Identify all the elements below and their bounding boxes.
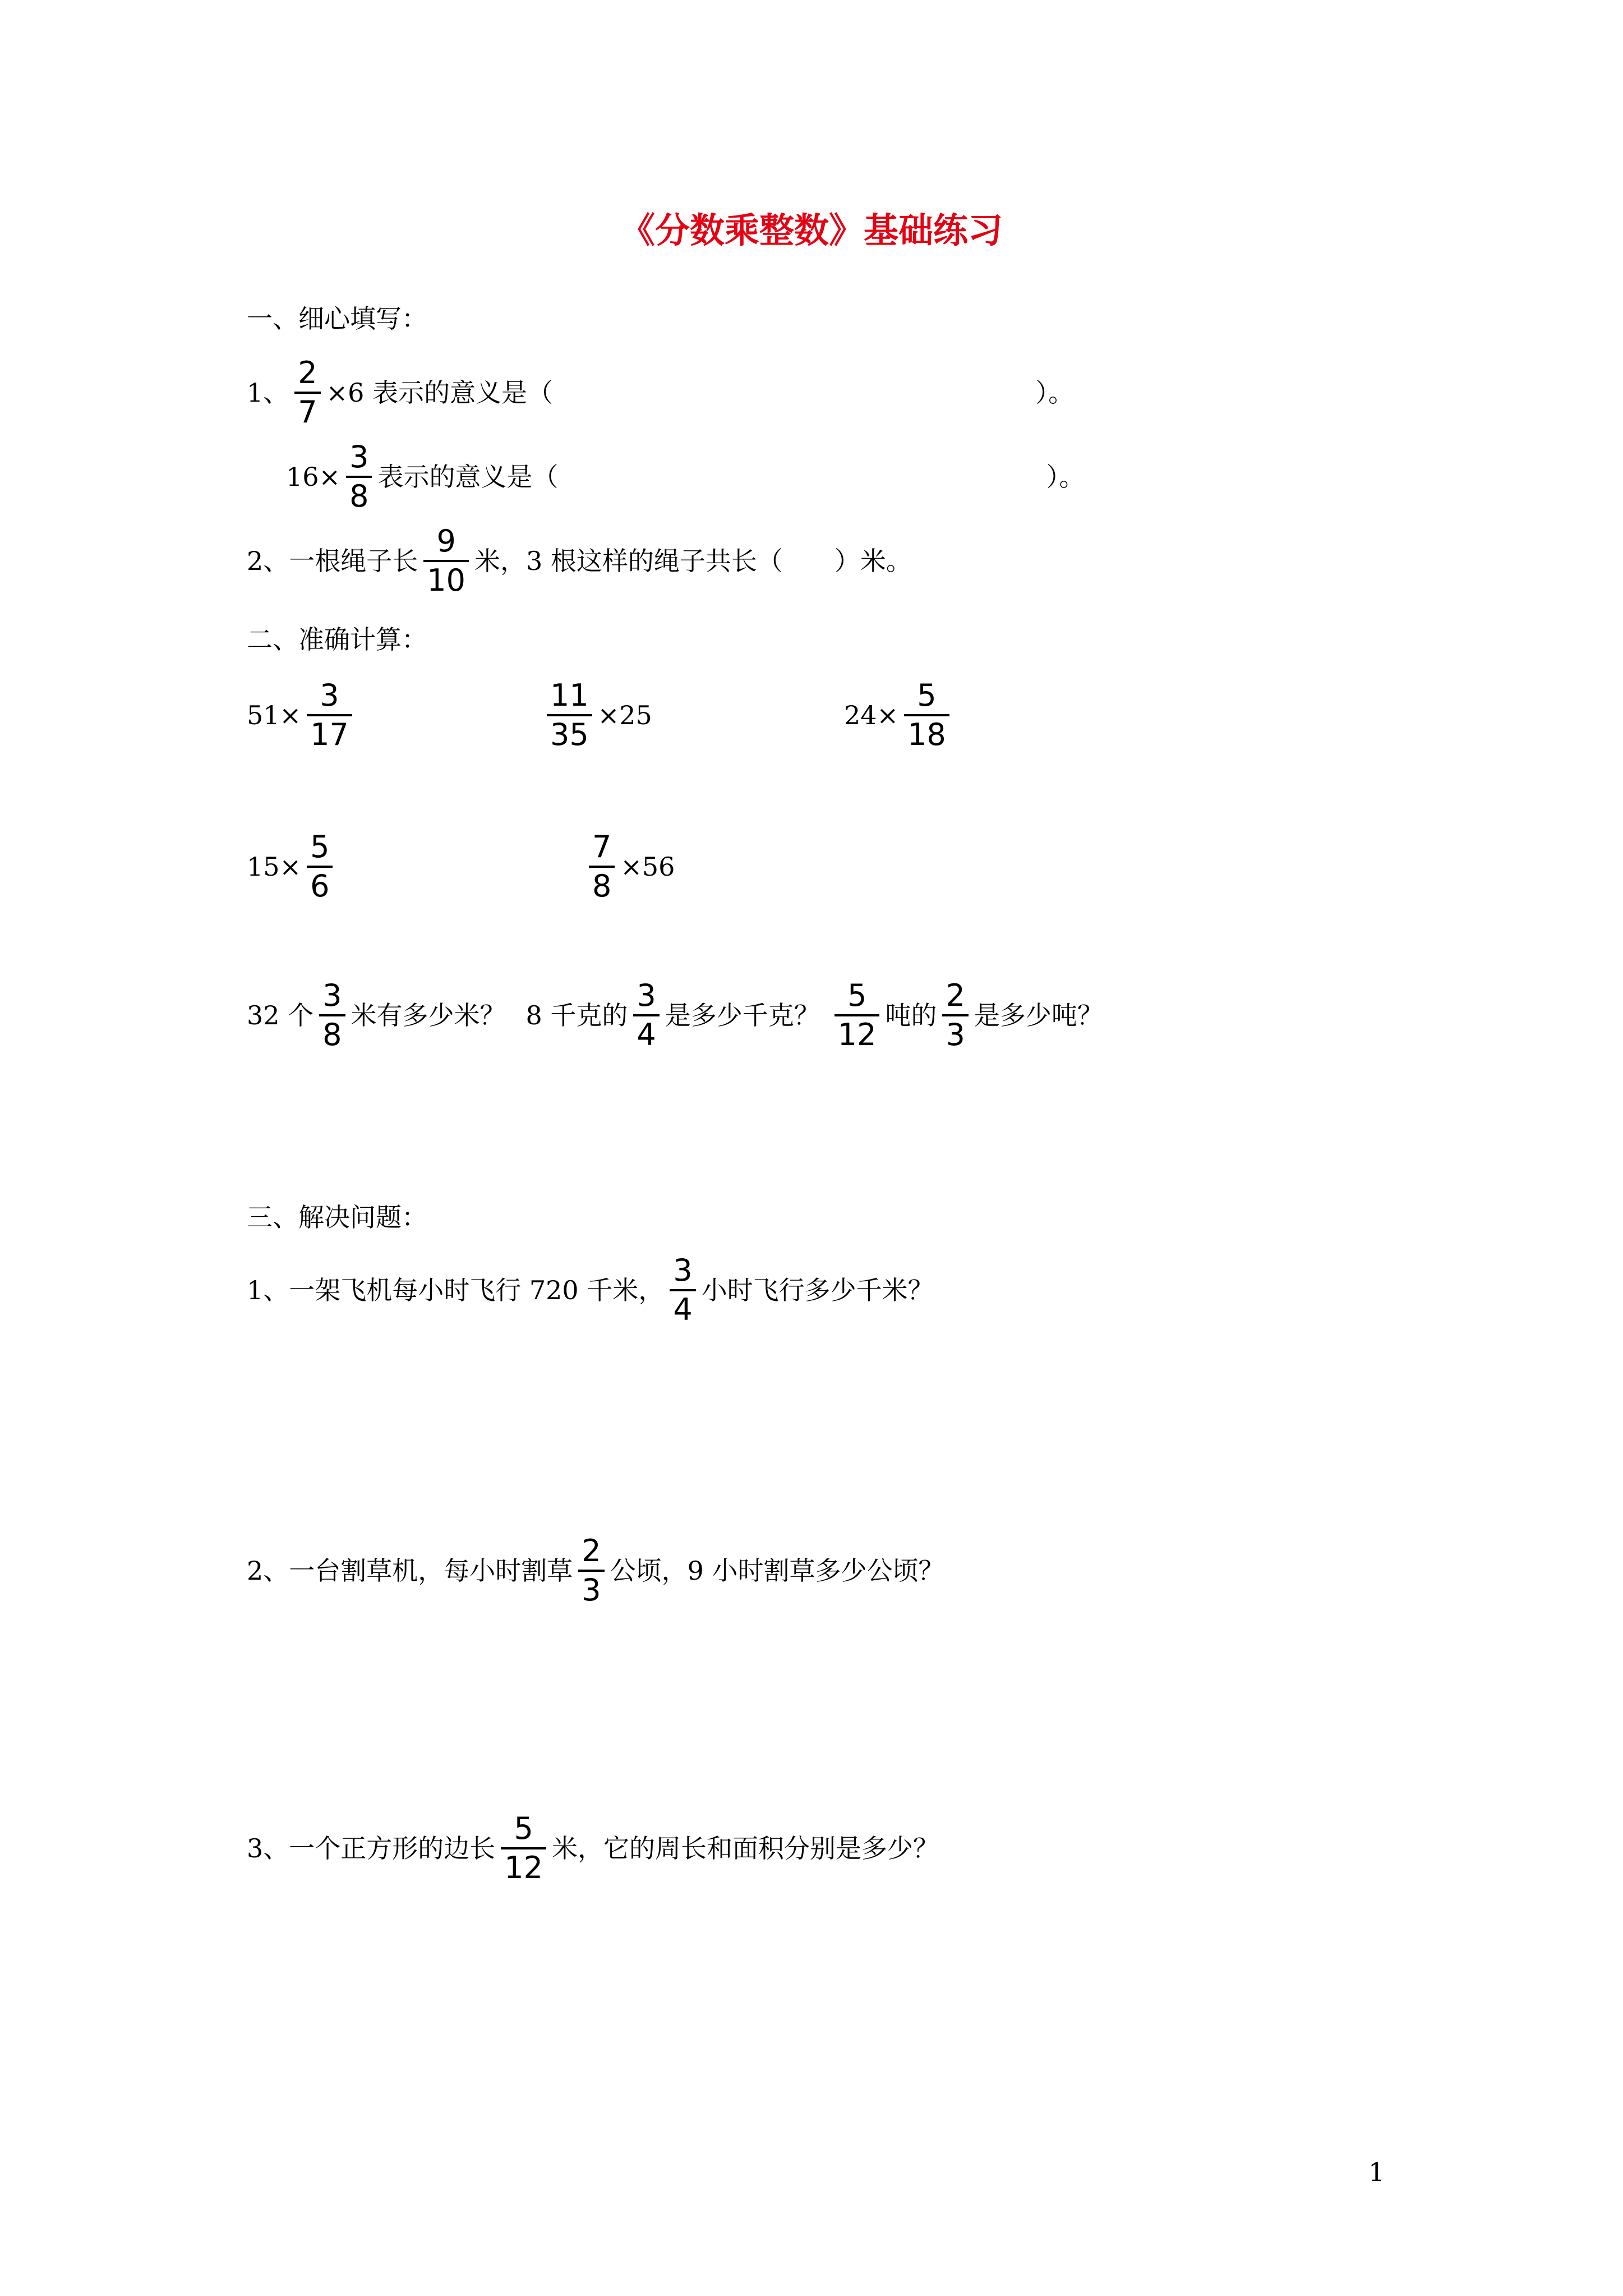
calc-item: $\frac{11}{35}$ ×25 <box>541 670 652 760</box>
calc-item: $\frac{7}{8}$ ×56 <box>583 822 675 912</box>
problem-1: 1、一架飞机每小时飞行 720 千米， $\frac{3}{4}$ 小时飞行多少千米？ <box>247 1253 934 1327</box>
question-1-line-a: 1、 $\frac{2}{7}$ ×6 表示的意义是（ ）。 <box>247 355 1075 430</box>
section2-heading: 二、准确计算： <box>247 624 427 655</box>
word-calc-row: 32 个 $\frac{3}{8}$ 米有多少米？ 8 千克的 $\frac{3}{4}$ 是多少千克？ $\frac{5}{12}$ 吨的 $\frac{2}{3}$ 是多少吨？ <box>247 978 1103 1052</box>
fraction: $\frac{5}{12}$ <box>501 1814 546 1883</box>
question-2: 2、一根绳子长 $\frac{9}{10}$ 米，3 根这样的绳子共长（ ）米。 <box>247 523 912 598</box>
fraction: $\frac{5}{18}$ <box>904 680 949 750</box>
problem-3: 3、一个正方形的边长 $\frac{5}{12}$ 米，它的周长和面积分别是多少？ <box>247 1811 939 1885</box>
fraction: $\frac{2}{3}$ <box>578 1536 604 1605</box>
section3-heading: 三、解决问题： <box>247 1202 427 1232</box>
calc-item: 51× $\frac{3}{17}$ <box>247 670 358 760</box>
section1-heading: 一、细心填写： <box>247 303 427 334</box>
fraction: $\frac{11}{35}$ <box>547 680 592 750</box>
problem-2: 2、一台割草机，每小时割草 $\frac{2}{3}$ 公顷，9 小时割草多少公顷？ <box>247 1533 944 1608</box>
calc-item: 24× $\frac{5}{18}$ <box>844 670 955 760</box>
fraction: $\frac{3}{4}$ <box>633 981 659 1050</box>
calc-item: 15× $\frac{5}{6}$ <box>247 822 338 912</box>
page-number: 1 <box>1368 2157 1385 2187</box>
fraction: $\frac{3}{8}$ <box>346 442 372 512</box>
fraction: $\frac{2}{7}$ <box>294 358 320 427</box>
fraction: $\frac{2}{3}$ <box>942 981 968 1050</box>
fraction: $\frac{5}{12}$ <box>834 981 880 1050</box>
fraction: $\frac{3}{4}$ <box>670 1255 695 1325</box>
fraction: $\frac{9}{10}$ <box>423 526 469 596</box>
fraction: $\frac{3}{8}$ <box>319 981 345 1050</box>
fraction: $\frac{5}{6}$ <box>307 832 333 901</box>
page-title: 《分数乘整数》基础练习 <box>620 210 1003 251</box>
fraction: $\frac{3}{17}$ <box>307 680 352 750</box>
fraction: $\frac{7}{8}$ <box>589 832 615 901</box>
question-1-line-b: 16× $\frac{3}{8}$ 表示的意义是（ ）。 <box>286 439 1085 514</box>
